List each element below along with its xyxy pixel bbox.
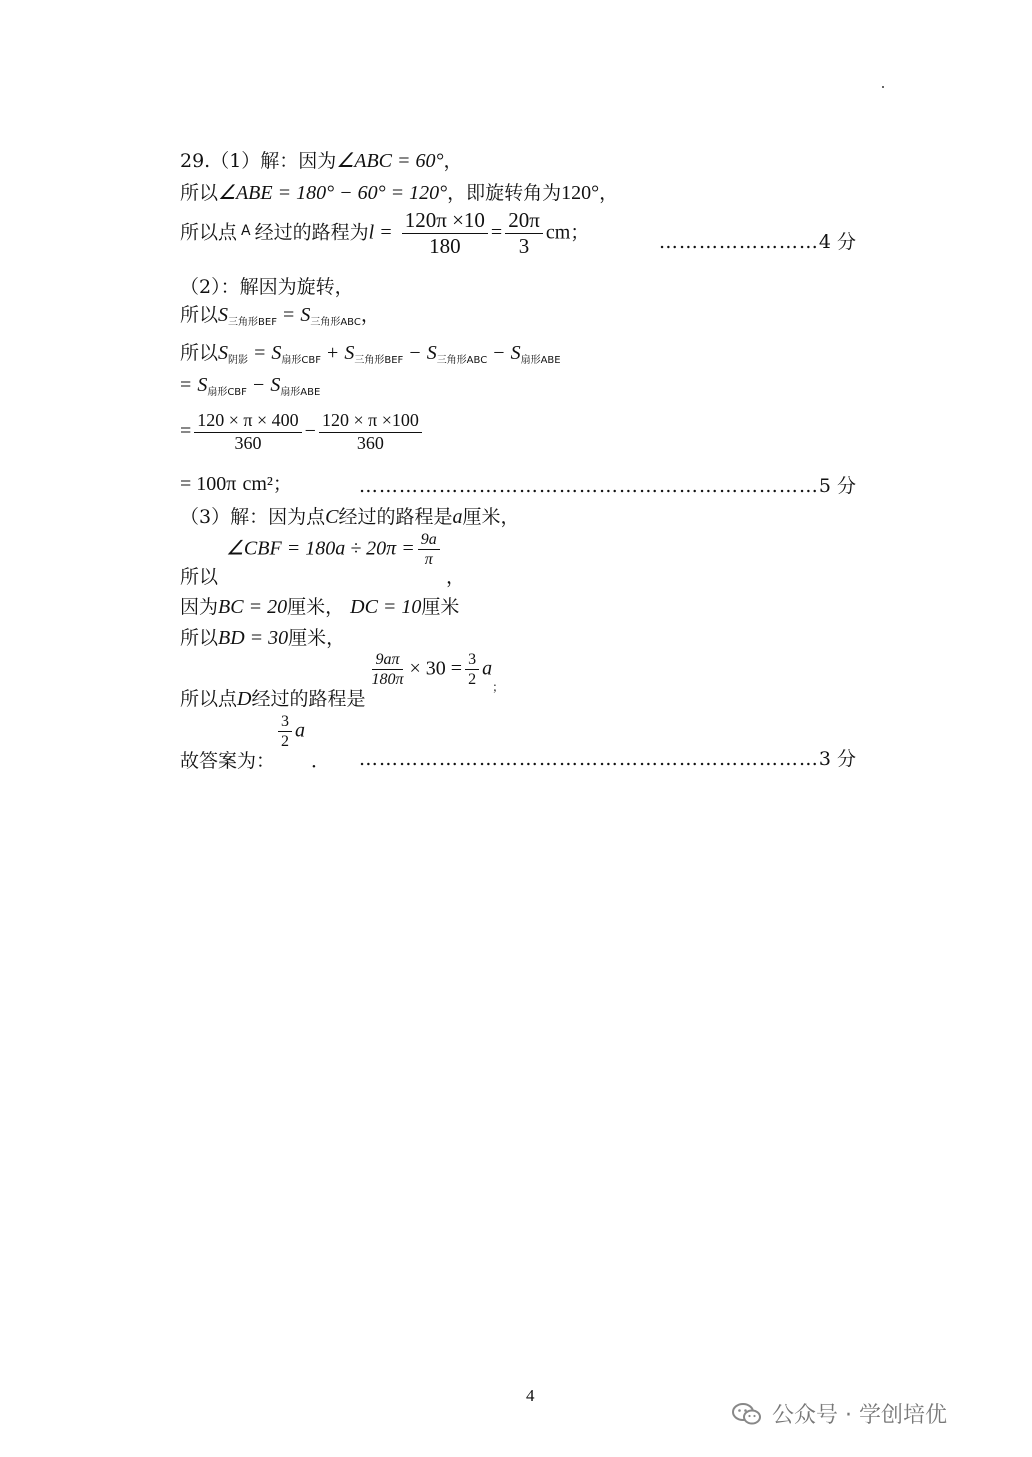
math-angle-cbf: ∠CBF = 180a ÷ 20π =: [226, 537, 415, 560]
solution-line-15: [180, 712, 331, 772]
text: ；: [492, 679, 505, 694]
minus: −: [409, 342, 421, 364]
subscript: 三角形BEF: [354, 355, 404, 366]
solution-line-4: [180, 272, 354, 299]
text: ，: [443, 150, 463, 172]
unit: cm: [545, 221, 571, 244]
score-part2: [359, 471, 856, 498]
solution-line-10: [180, 502, 519, 529]
math-a: a: [295, 719, 306, 742]
denominator: 180π: [371, 671, 404, 689]
text: 厘米，: [288, 627, 346, 649]
equals: =: [254, 342, 266, 364]
numerator: 9a: [418, 530, 440, 550]
text: 厘米，: [462, 506, 520, 528]
math-rotation-angle: 120°: [561, 182, 600, 204]
fraction-path-d: [368, 650, 406, 689]
fraction-sector-abe: [319, 410, 422, 454]
solution-line-14: [180, 650, 505, 710]
solution-line-11b: [180, 562, 465, 589]
point-c: C: [325, 506, 339, 528]
text: ；: [272, 473, 292, 495]
math-a: a: [452, 506, 463, 528]
math-s: S: [197, 374, 208, 396]
numerator: 9aπ: [372, 650, 402, 670]
minus: −: [304, 420, 316, 443]
score-value: 3 分: [818, 748, 856, 770]
math-bc: BC = 20: [218, 596, 288, 618]
denominator: 180: [429, 234, 461, 259]
text: ；: [570, 221, 590, 244]
solution-line-6: [180, 338, 561, 366]
text: 所以: [180, 182, 219, 204]
solution-line-7: [180, 374, 320, 398]
math-a: a: [482, 657, 493, 680]
text: 29.（1）解：因为: [180, 150, 337, 172]
equals: =: [180, 420, 192, 443]
fraction-result: [505, 208, 543, 259]
score-part1: [659, 227, 856, 254]
fraction-three-halves: [465, 650, 479, 689]
math-angle-abe: ∠ABE = 180° − 60° = 120°: [218, 182, 448, 204]
equals: =: [283, 304, 295, 326]
math-s: S: [344, 342, 355, 364]
leader-dots: ……………………: [658, 231, 819, 253]
math-times-30: × 30 =: [409, 657, 463, 680]
watermark: [732, 1398, 947, 1429]
text: ，即旋转角为: [447, 182, 562, 204]
text: ，: [446, 566, 466, 588]
equals: =: [490, 221, 503, 244]
math-bd: BD = 30: [218, 627, 289, 649]
fraction-answer: [278, 712, 292, 751]
text: ，: [360, 304, 380, 326]
text: ，: [599, 182, 619, 204]
subscript: 三角形BEF: [228, 317, 277, 328]
subscript: 扇形ABE: [280, 387, 321, 398]
text: 所以: [180, 342, 219, 364]
subscript: 三角形ABC: [310, 317, 361, 328]
solution-line-2: [180, 178, 618, 205]
subscript: 三角形ABC: [436, 355, 488, 366]
numerator: 120 × π × 400: [194, 410, 301, 433]
text: 所以点: [180, 687, 238, 710]
text: 所以: [180, 304, 219, 326]
math-s: S: [270, 374, 281, 396]
text: 经过的路程为: [254, 221, 369, 244]
math-result: = 100π: [180, 473, 237, 495]
subscript: 扇形CBF: [207, 387, 247, 398]
denominator: 3: [518, 234, 530, 259]
math-s: S: [510, 342, 521, 364]
solution-line-12: [180, 592, 459, 619]
subscript: 扇形ABE: [520, 355, 561, 366]
denominator: 2: [468, 671, 477, 689]
math-s: S: [218, 342, 229, 364]
score-part3: [359, 744, 856, 771]
part2-heading: （2）：解因为旋转，: [180, 276, 354, 298]
unit: cm²: [242, 473, 273, 495]
page-number: 4: [526, 1386, 535, 1405]
minus: −: [252, 374, 265, 396]
math-l: l =: [368, 221, 393, 244]
text: 所以: [180, 566, 219, 588]
text: ．: [311, 749, 331, 772]
solution-line-9: [180, 469, 292, 496]
denominator: 360: [234, 432, 262, 453]
math-s: S: [426, 342, 437, 364]
numerator: 3: [278, 712, 292, 732]
solution-line-13: [180, 623, 345, 650]
text: 经过的路程是: [251, 687, 366, 710]
math-dc: DC = 10: [350, 596, 422, 618]
text: 厘米，: [287, 596, 345, 618]
equals: =: [180, 374, 192, 396]
numerator: 3: [465, 650, 479, 670]
subscript: 扇形CBF: [281, 355, 321, 366]
fraction-sector-cbf: [194, 410, 301, 454]
leader-dots: ……………………………………………………………: [358, 475, 819, 497]
text: 因为: [180, 596, 219, 618]
solution-line-8: [180, 410, 425, 454]
text: 经过的路程是: [338, 506, 453, 528]
solution-line-5: [180, 300, 380, 328]
math-angle-abc: ∠ABC = 60°: [336, 150, 444, 172]
text: 所以: [180, 627, 219, 649]
score-value: 5 分: [818, 475, 856, 497]
watermark-text: 公众号 · 学创培优: [772, 1403, 947, 1428]
numerator: 20π: [505, 208, 543, 234]
text: 所以点: [180, 221, 238, 244]
score-value: 4 分: [818, 231, 856, 253]
text: （3）解：因为点: [180, 506, 326, 528]
math-s: S: [218, 304, 229, 326]
point-d: D: [237, 687, 252, 710]
math-s: S: [271, 342, 282, 364]
scan-speck: [882, 86, 884, 88]
math-s: S: [300, 304, 311, 326]
text: 故答案为：: [180, 749, 276, 772]
solution-line-1: [180, 146, 463, 173]
text: 厘米: [421, 596, 460, 618]
wechat-icon: [732, 1402, 762, 1426]
leader-dots: ……………………………………………………………: [358, 748, 819, 770]
denominator: 360: [356, 432, 384, 453]
minus: −: [493, 342, 505, 364]
fraction-arc-length: [402, 208, 488, 259]
plus: +: [327, 342, 339, 364]
solution-line-3: [180, 208, 589, 259]
denominator: π: [424, 551, 433, 569]
subscript: 阴影: [228, 355, 249, 366]
point-a: A: [241, 222, 251, 239]
numerator: 120π ×10: [402, 208, 488, 234]
numerator: 120 × π ×100: [319, 410, 422, 433]
denominator: 2: [281, 733, 290, 751]
